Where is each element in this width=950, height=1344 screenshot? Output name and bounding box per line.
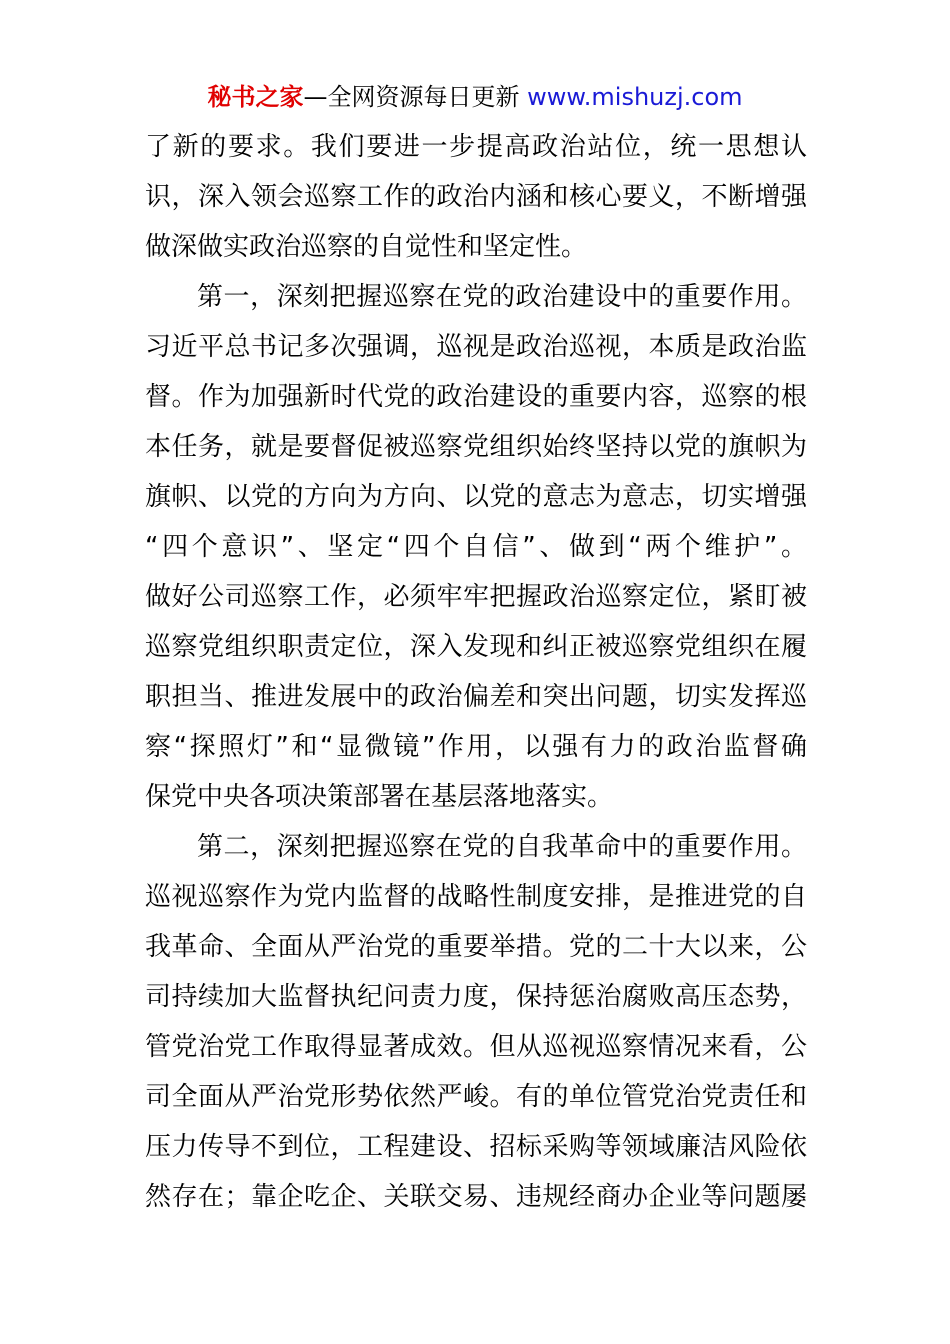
text-line: 职担当、推进发展中的政治偏差和突出问题，切实发挥巡 <box>145 682 807 712</box>
text-line: 做深做实政治巡察的自觉性和坚定性。 <box>145 232 588 262</box>
text-line: 旗帜、以党的方向为方向、以党的意志为意志，切实增强 <box>145 482 807 512</box>
text-line: 第二，深刻把握巡察在党的自我革命中的重要作用。 <box>197 832 807 862</box>
text-line: 做好公司巡察工作，必须牢牢把握政治巡察定位，紧盯被 <box>145 582 807 612</box>
text-line: 督。作为加强新时代党的政治建设的重要内容，巡察的根 <box>145 382 807 412</box>
document-body <box>145 122 807 1222</box>
text-line: 本任务，就是要督促被巡察党组织始终坚持以党的旗帜为 <box>145 432 807 462</box>
text-line: 察“探照灯”和“显微镜”作用，以强有力的政治监督确 <box>145 732 807 762</box>
text-line: 管党治党工作取得显著成效。但从巡视巡察情况来看，公 <box>145 1032 807 1062</box>
text-line: 第一，深刻把握巡察在党的政治建设中的重要作用。 <box>197 282 807 312</box>
header-brand: 秘书之家 <box>207 83 304 111</box>
text-line: 司全面从严治党形势依然严峻。有的单位管党治党责任和 <box>145 1082 807 1112</box>
page-header <box>0 80 950 114</box>
text-line: 巡视巡察作为党内监督的战略性制度安排，是推进党的自 <box>145 882 807 912</box>
header-url[interactable]: www.mishuzj.com <box>527 83 743 111</box>
text-line: 司持续加大监督执纪问责力度，保持惩治腐败高压态势， <box>145 982 807 1012</box>
text-line: 保党中央各项决策部署在基层落地落实。 <box>145 782 614 812</box>
text-line: “四个意识”、坚定“四个自信”、做到“两个维护”。 <box>145 532 807 562</box>
text-line: 识，深入领会巡察工作的政治内涵和核心要义，不断增强 <box>145 182 807 212</box>
text-line: 然存在；靠企吃企、关联交易、违规经商办企业等问题屡 <box>145 1182 807 1212</box>
text-line: 压力传导不到位，工程建设、招标采购等领域廉洁风险依 <box>145 1132 807 1162</box>
text-line: 了新的要求。我们要进一步提高政治站位，统一思想认 <box>145 132 807 162</box>
text-line: 习近平总书记多次强调，巡视是政治巡视，本质是政治监 <box>145 332 807 362</box>
text-line: 我革命、全面从严治党的重要举措。党的二十大以来，公 <box>145 932 807 962</box>
header-tagline: —全网资源每日更新 <box>303 83 528 111</box>
text-line: 巡察党组织职责定位，深入发现和纠正被巡察党组织在履 <box>145 632 807 662</box>
